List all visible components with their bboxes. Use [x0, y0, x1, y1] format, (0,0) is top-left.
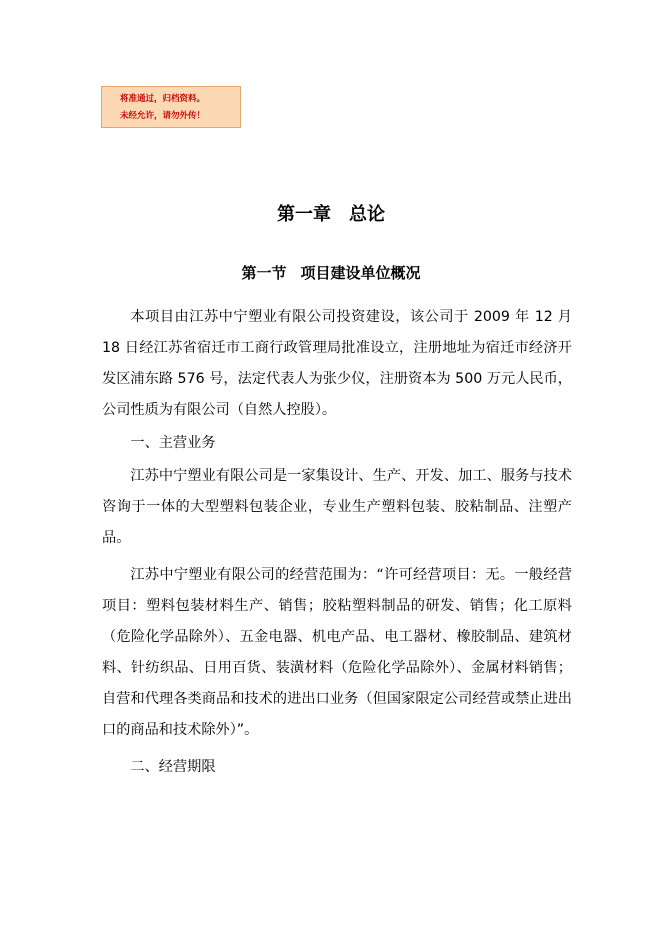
heading-main-business: 一、主营业务 — [130, 435, 216, 451]
chapter-title — [0, 200, 662, 226]
heading-operating-period: 二、经营期限 — [130, 759, 216, 775]
section-title — [0, 262, 662, 283]
chapter-number: 第一章 — [277, 204, 331, 225]
business-paragraph: 江苏中宁塑业有限公司是一家集设计、生产、开发、加工、服务与技术咨询于一体的大型塑料包装企业，专业生产塑料包装、胶粘制品、注塑产品。 — [102, 468, 572, 546]
confidential-notice-stamp — [101, 86, 241, 128]
scope-paragraph: 江苏中宁塑业有限公司的经营范围为：“许可经营项目：无。一般经营项目：塑料包装材料生产、销售；胶粘塑料制品的研发、销售；化工原料（危险化学品除外）、五金电器、机电产品、电工器材、橡胶制品、建筑材料、针纺织品、日用百货、装潢材料（危险化学品除外）、金属材料销售；自营和代理各类商品和技术的进出口业务（但国家限定公司经营或禁止进出口的商品和技术除外）”。 — [102, 567, 572, 738]
notice-line-2: 未经允许，请勿外传！ — [120, 111, 206, 121]
section-number: 第一节 — [241, 264, 287, 282]
document-body — [102, 302, 572, 785]
intro-paragraph: 本项目由江苏中宁塑业有限公司投资建设，该公司于 2009 年 12 月 18 日经江苏省宿迁市工商行政管理局批准设立，注册地址为宿迁市经济开发区浦东路 576 号，法定代表人为张少仪，注册资本为 500 万元人民币，公司性质为有限公司（自然人控股）。 — [102, 309, 572, 418]
chapter-name: 总论 — [349, 204, 385, 225]
section-name: 项目建设单位概况 — [300, 264, 421, 282]
notice-line-1: 将准通过，归档资料。 — [120, 94, 206, 104]
